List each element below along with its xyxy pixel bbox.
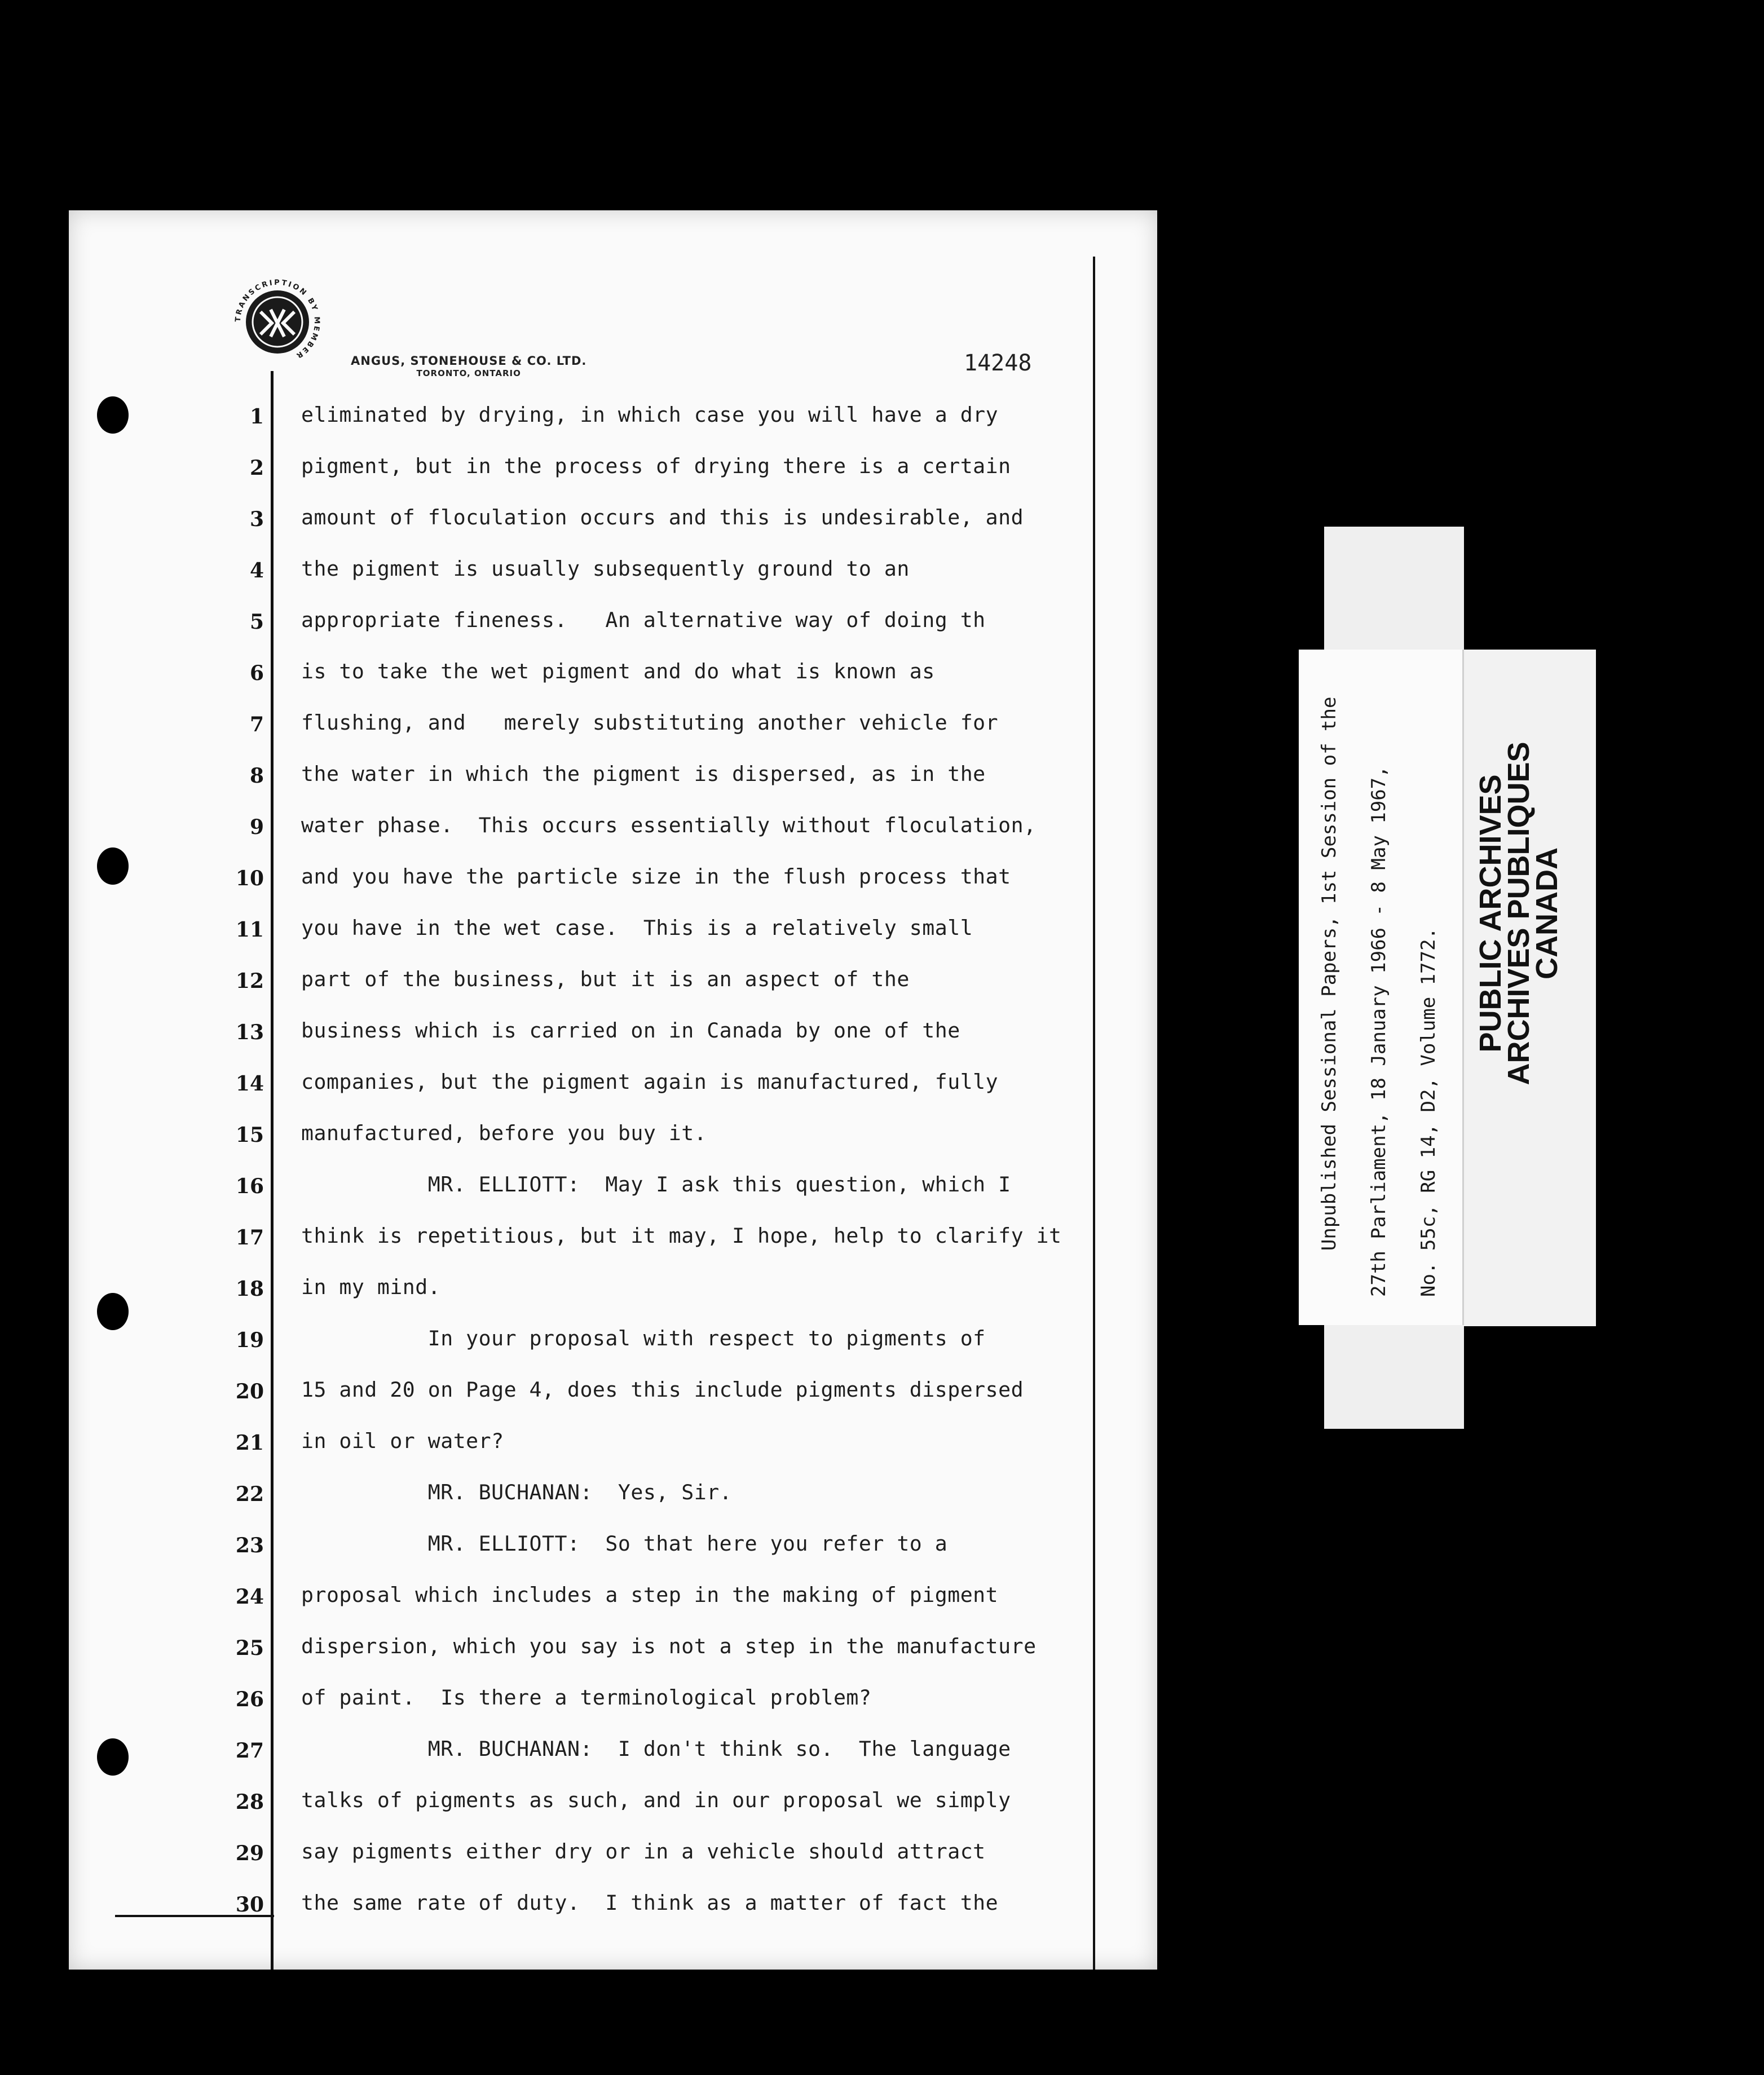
line-number: 5 (249, 610, 264, 634)
transcript-line (69, 1123, 1157, 1175)
line-text: water phase. This occurs essentially without floculation, (301, 813, 1037, 837)
line-text: the water in which the pigment is dispersed, as in the (301, 762, 986, 786)
transcript-line (69, 918, 1157, 969)
line-number: 27 (235, 1739, 264, 1763)
line-text: you have in the wet case. This is a relatively small (301, 916, 973, 940)
line-text: In your proposal with respect to pigments of (301, 1326, 986, 1350)
line-number: 29 (235, 1842, 264, 1865)
line-text: eliminated by drying, in which case you will have a dry (301, 403, 999, 427)
line-text: in oil or water? (301, 1429, 504, 1453)
public-archives-stamp (1474, 716, 1564, 1111)
line-text: dispersion, which you say is not a step in the manufacture (301, 1634, 1037, 1658)
transcript-line (69, 1893, 1157, 1944)
line-number: 21 (235, 1431, 264, 1455)
transcript-line (69, 559, 1157, 610)
stamp-line: PUBLIC ARCHIVES (1474, 774, 1507, 1053)
transcript-line (69, 764, 1157, 815)
firm-city: TORONTO, ONTARIO (416, 368, 521, 379)
line-number: 12 (235, 969, 264, 993)
line-text: appropriate fineness. An alternative way of doing th (301, 608, 986, 632)
line-number: 18 (235, 1277, 264, 1301)
transcript-line (69, 1277, 1157, 1328)
line-number: 28 (235, 1790, 264, 1814)
transcript-line (69, 969, 1157, 1021)
transcript-line (69, 1328, 1157, 1380)
line-text: is to take the wet pigment and do what is known as (301, 659, 935, 683)
line-number: 20 (235, 1380, 264, 1403)
line-text: pigment, but in the process of drying there is a certain (301, 454, 1011, 478)
reference-line: No. 55c, RG 14, D2, Volume 1772. (1417, 927, 1440, 1297)
transcription-seal-logo (232, 277, 323, 367)
reference-line: 27th Parliament, 18 January 1966 - 8 May 1967, (1368, 766, 1390, 1297)
line-text: business which is carried on in Canada by one of the (301, 1018, 960, 1043)
line-text: the pigment is usually subsequently ground to an (301, 557, 910, 581)
transcript-line (69, 507, 1157, 559)
stamp-line: CANADA (1530, 847, 1564, 979)
line-number: 3 (249, 507, 264, 531)
line-number: 11 (235, 918, 264, 942)
line-number: 19 (235, 1328, 264, 1352)
line-text: MR. BUCHANAN: Yes, Sir. (301, 1480, 733, 1504)
transcript-line (69, 815, 1157, 867)
line-number: 30 (235, 1893, 264, 1917)
transcript-line (69, 1739, 1157, 1790)
transcript-line (69, 661, 1157, 713)
transcript-line (69, 405, 1157, 456)
line-number: 7 (249, 713, 264, 736)
line-text: and you have the particle size in the flush process that (301, 864, 1011, 889)
line-number: 23 (235, 1534, 264, 1557)
transcript-page (69, 210, 1157, 1970)
line-text: MR. ELLIOTT: So that here you refer to a (301, 1531, 948, 1556)
line-text: flushing, and merely substituting another vehicle for (301, 710, 999, 735)
line-number: 6 (249, 661, 264, 685)
transcript-lines (69, 405, 1157, 1944)
line-number: 13 (235, 1021, 264, 1044)
firm-name: ANGUS, STONEHOUSE & CO. LTD. (351, 354, 587, 368)
line-text: amount of floculation occurs and this is undesirable, and (301, 505, 1024, 529)
line-number: 2 (249, 456, 264, 480)
transcript-line (69, 1431, 1157, 1482)
transcript-line (69, 1685, 1157, 1739)
line-number: 22 (235, 1482, 264, 1506)
line-number: 26 (235, 1688, 264, 1711)
line-text: companies, but the pigment again is manufactured, fully (301, 1070, 999, 1094)
line-text: say pigments either dry or in a vehicle should attract (301, 1839, 986, 1864)
line-number: 24 (235, 1585, 264, 1609)
line-text: proposal which includes a step in the making of pigment (301, 1583, 999, 1607)
archive-reference (1292, 677, 1466, 1297)
line-number: 4 (249, 559, 264, 582)
reference-line: Unpublished Sessional Papers, 1st Session of the (1318, 696, 1340, 1251)
line-number: 16 (235, 1175, 264, 1198)
transcript-line (69, 1790, 1157, 1842)
transcript-line (69, 1226, 1157, 1277)
transcript-line (69, 864, 1157, 918)
line-text: talks of pigments as such, and in our proposal we simply (301, 1788, 1011, 1812)
line-text: of paint. Is there a terminological problem? (301, 1685, 872, 1710)
transcript-line (69, 1839, 1157, 1893)
line-number: 15 (235, 1123, 264, 1147)
firm-block (351, 354, 586, 379)
line-number: 10 (235, 867, 264, 890)
transcript-line (69, 456, 1157, 507)
transcript-line (69, 1380, 1157, 1431)
transcript-line (69, 1482, 1157, 1534)
line-number: 25 (235, 1636, 264, 1660)
line-number: 8 (249, 764, 264, 788)
transcript-line (69, 1636, 1157, 1688)
transcript-line (69, 1072, 1157, 1123)
transcript-line (69, 1018, 1157, 1072)
transcript-line (69, 1172, 1157, 1226)
line-text: MR. ELLIOTT: May I ask this question, which I (301, 1172, 1011, 1197)
line-text: 15 and 20 on Page 4, does this include pigments dispersed (301, 1378, 1024, 1402)
line-number: 1 (249, 405, 264, 429)
transcript-line (69, 1585, 1157, 1636)
line-text: part of the business, but it is an aspect of the (301, 967, 910, 991)
page-number: 14248 (964, 350, 1032, 376)
seal-text: TRANSCRIPTION BY MEMBER (233, 278, 321, 361)
line-text: in my mind. (301, 1275, 441, 1299)
line-number: 17 (235, 1226, 264, 1250)
transcript-line (69, 1531, 1157, 1585)
line-text: manufactured, before you buy it. (301, 1121, 707, 1145)
line-text: think is repetitious, but it may, I hope, help to clarify it (301, 1224, 1062, 1248)
line-number: 14 (235, 1072, 264, 1096)
transcript-line (69, 610, 1157, 661)
line-number: 9 (249, 815, 264, 839)
line-text: MR. BUCHANAN: I don't think so. The language (301, 1737, 1011, 1761)
line-text: the same rate of duty. I think as a matter of fact the (301, 1891, 999, 1915)
transcript-line (69, 710, 1157, 764)
stamp-line: ARCHIVES PUBLIQUES (1502, 741, 1536, 1085)
